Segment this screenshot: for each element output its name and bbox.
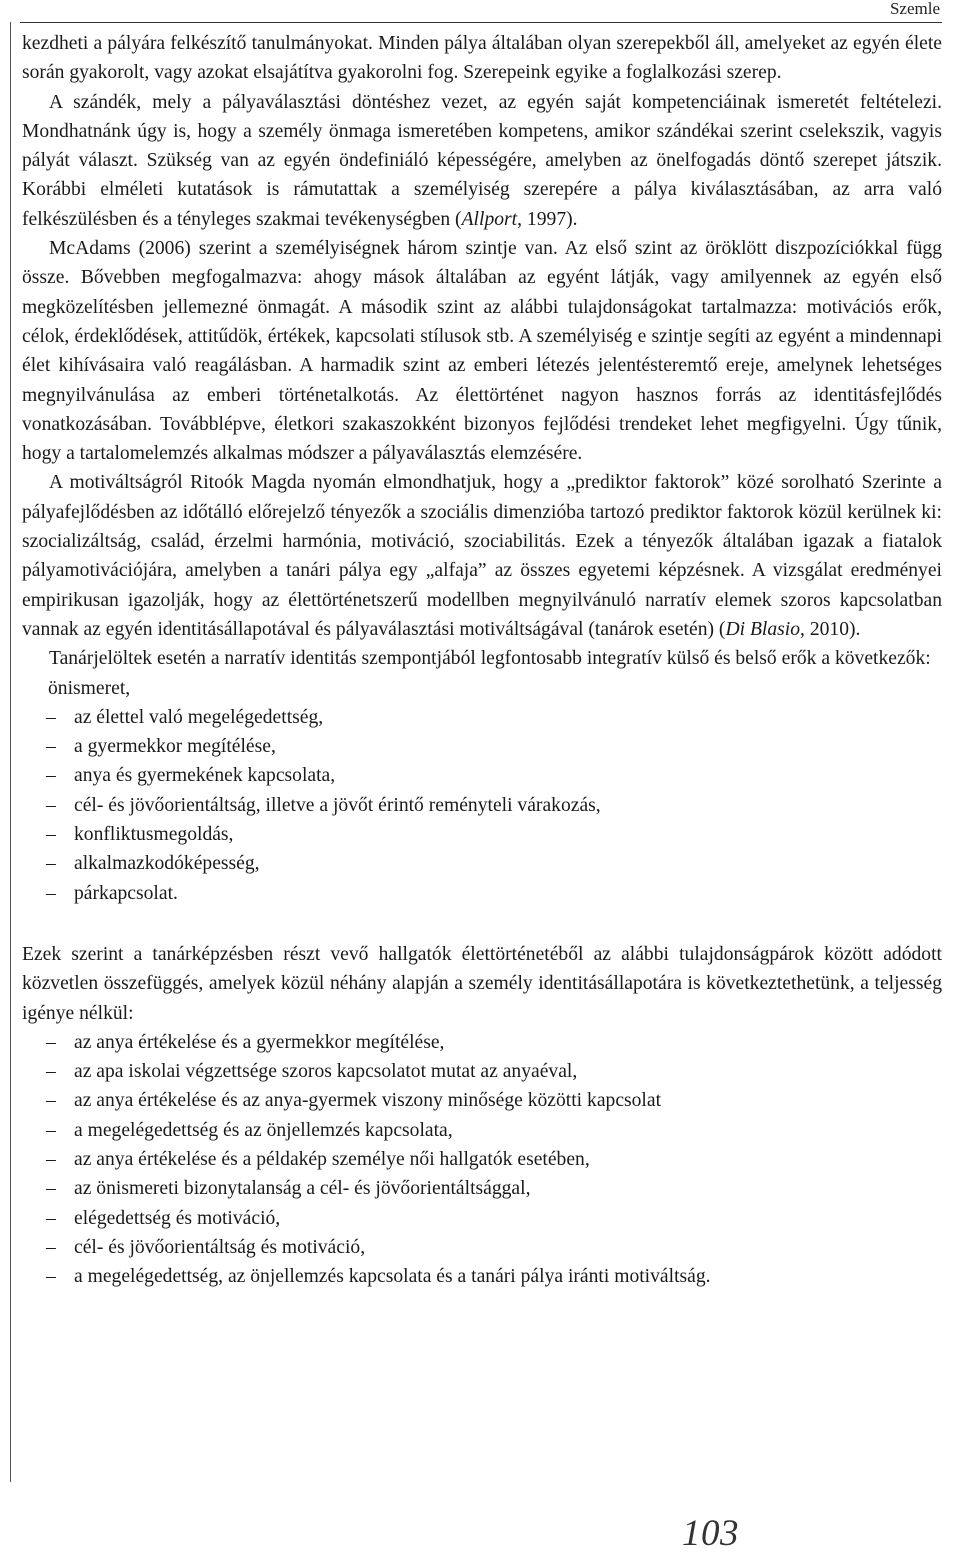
paragraph-6: Ezek szerint a tanárképzésben részt vevő hallgatók élettörténetéből az alábbi tulajdonságpárok között adódott közvetlen összefüggés, amelyek közül néhány alapján a személy identitásállapotára is következtethetünk, a teljesség igénye nélkül: bbox=[22, 943, 942, 1024]
list-item: – az apa iskolai végzettsége szoros kapcsolatot mutat az anyaéval, bbox=[46, 1061, 578, 1083]
list-item: – konfliktusmegoldás, bbox=[46, 824, 234, 846]
header-rule bbox=[20, 22, 942, 23]
paragraph-3: McAdams (2006) szerint a személyiségnek három szintje van. Az első szint az öröklött diszpozíciókkal függ össze. Bővebben megfogalmazva: ahogy mások általában az egyént látják, vagy amilyennek az egyén első megközelítésben jellemezné önmagát. A második szint az alábbi tulajdonságokat tartalmazza: motivációs erők, célok, érdeklődések, attitűdök, értékek, kapcsolati stílusok stb. A személyiség e szintje segíti az egyént a mindennapi élet kihívásaira való reagálásban. A harmadik szint az emberi létezés jelentésteremtő ereje, amelynek lehetséges megnyilvánulása az emberi történetalkotás. Az élettörténet nagyon hasznos forrás az identitásfejlődés vonatkozásában. Továbblépve, életkori szakaszokként bizonyos fejlődési trendeket lehet megfigyelni. Úgy tűnik, hogy a tartalomelemzés alkalmas módszer a pályaválasztás elemzésére. bbox=[22, 238, 942, 465]
article-body bbox=[22, 29, 942, 1291]
list-item: – az anya értékelése és a példakép személye női hallgatók esetében, bbox=[46, 1148, 590, 1170]
list-item: – a megelégedettség és az önjellemzés kapcsolata, bbox=[46, 1119, 453, 1141]
list-item: – párkapcsolat. bbox=[46, 882, 178, 904]
trait-pairs-list bbox=[22, 1028, 942, 1292]
list-item: önismeret, bbox=[48, 677, 131, 699]
paragraph-2: A szándék, mely a pályaválasztási döntéshez vezet, az egyén saját kompetenciáinak ismeretét feltételezi. Mondhatnánk úgy is, hogy a személy önmaga ismeretében kompetens, amikor szándékai szerint cselekszik, vagyis pályát választ. Szükség van az egyén öndefiniáló képességére, amelyben az önelfogadás döntő szerepet játszik. Korábbi elméleti kutatások is rámutattak a személyiség szerepére a pálya kiválasztásában, az arra való felkészülésben és a tényleges szakmai tevékenységben (Allport, 1997). bbox=[22, 91, 942, 230]
list-item: – cél- és jövőorientáltság, illetve a jövőt érintő reményteli várakozás, bbox=[46, 794, 601, 816]
list-item: – elégedettség és motiváció, bbox=[46, 1207, 281, 1229]
list-item: – cél- és jövőorientáltság és motiváció, bbox=[46, 1236, 366, 1258]
list-item: – az önismereti bizonytalanság a cél- és jövőorientáltsággal, bbox=[46, 1178, 531, 1200]
section-gap bbox=[22, 908, 942, 940]
list-item: – alkalmazkodóképesség, bbox=[46, 853, 260, 875]
paragraph-5: Tanárjelöltek esetén a narratív identitás szempontjából legfontosabb integratív külső és belső erők a következők: bbox=[49, 648, 931, 670]
list-item: – az élettel való megelégedettség, bbox=[46, 706, 324, 728]
list-item: – az anya értékelése és a gyermekkor megítélése, bbox=[46, 1031, 445, 1053]
page-number: 103 bbox=[682, 1513, 739, 1554]
list-item: – a gyermekkor megítélése, bbox=[46, 736, 276, 758]
list-item: – anya és gyermekének kapcsolata, bbox=[46, 765, 336, 787]
paragraph-4: A motiváltságról Ritoók Magda nyomán elmondhatjuk, hogy a „prediktor faktorok” közé sorolható Szerinte a pályafejlődésben az időtálló előrejelző tényezők a szociális dimenzióba tartozó prediktor faktorok közül kerülnek ki: szocializáltság, család, érzelmi harmónia, motiváció, szociabilitás. Ezek a tényezők általában igazak a fiatalok pályamotivációjára, amelyben a tanári pálya egy „alfaja” az összes egyetemi képzésnek. A vizsgálat eredményei empirikusan igazolják, hogy az élettörténetszerű modellben megnyilvánuló narratív elemek szoros kapcsolatban vannak az egyén identitásállapotával és pályaválasztási motiváltságával (tanárok esetén) (Di Blasio, 2010). bbox=[22, 472, 942, 640]
list-item: – a megelégedettség, az önjellemzés kapcsolata és a tanári pálya iránti motiváltság. bbox=[46, 1266, 711, 1288]
list-item: – az anya értékelése és az anya-gyermek viszony minősége közötti kapcsolat bbox=[46, 1090, 662, 1112]
running-header: Szemle bbox=[889, 0, 940, 18]
integrative-forces-list bbox=[22, 674, 942, 908]
margin-rule bbox=[10, 22, 11, 1482]
citation-di-blasio: Di Blasio bbox=[725, 618, 801, 640]
paragraph-1: kezdheti a pályára felkészítő tanulmányokat. Minden pálya általában olyan szerepekből áll, amelyeket az egyén élete során gyakorolt, vagy azokat elsajátítva gyakorolni fog. Szerepeink egyike a foglalkozási szerep. bbox=[22, 33, 942, 84]
citation-allport: Allport bbox=[461, 208, 518, 230]
